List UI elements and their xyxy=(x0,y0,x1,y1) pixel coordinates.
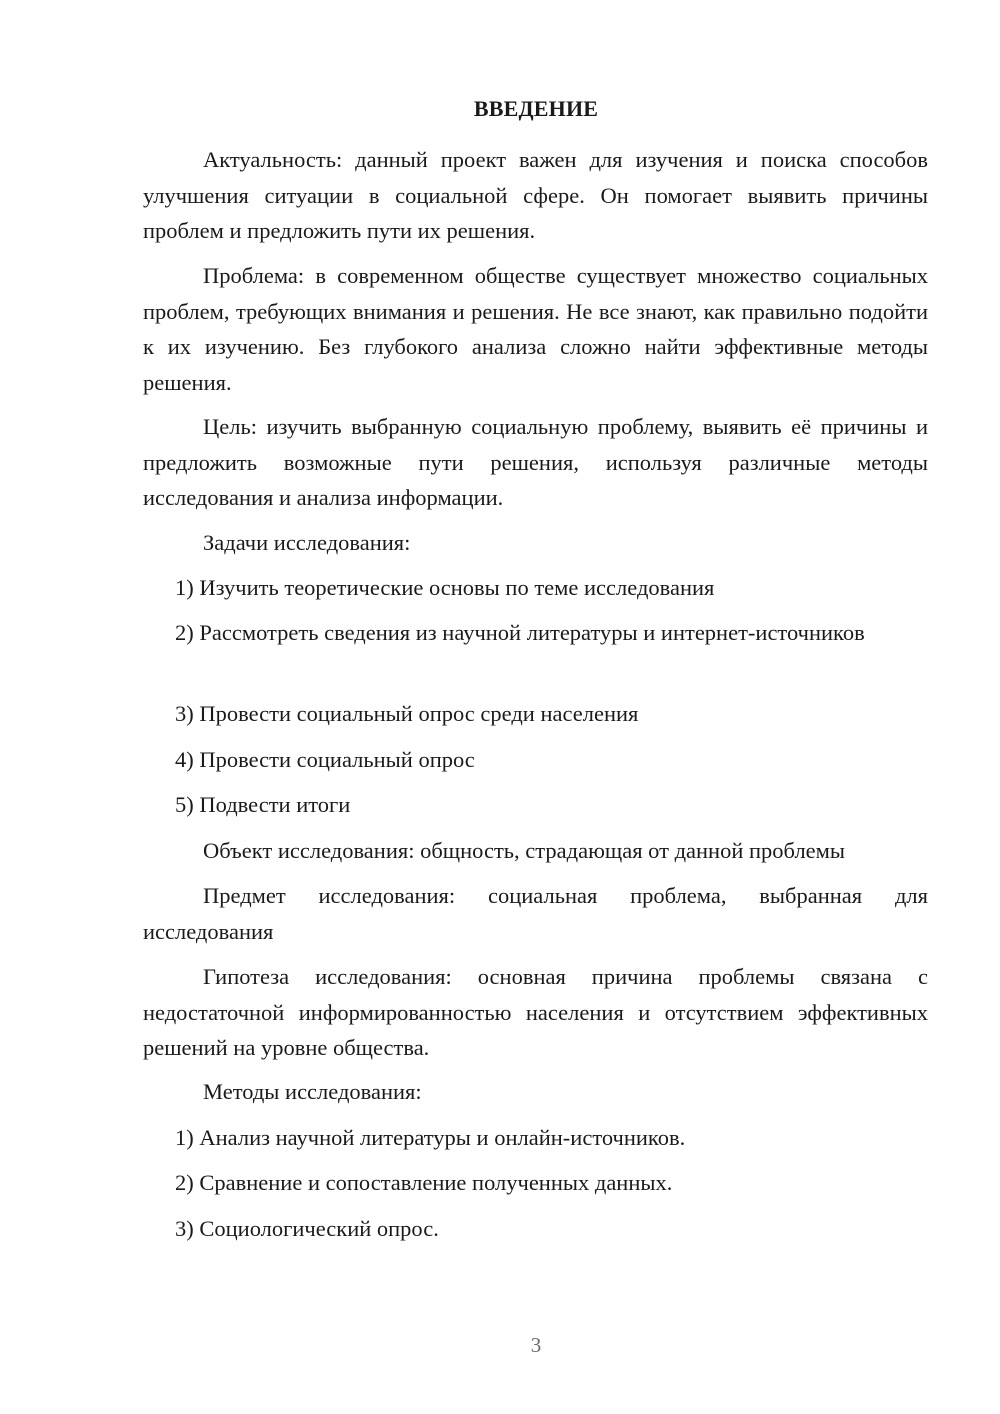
method-item-1: 1) Анализ научной литературы и онлайн-источников. xyxy=(175,1125,686,1150)
paragraph-problem: Проблема: в современном обществе существует множество социальных проблем, требующих внимания и решения. Не все знают, как правильно подойти к их изучению. Без глубокого анализа сложно найти эффективные методы решения. xyxy=(143,263,928,395)
task-item-1: 1) Изучить теоретические основы по теме исследования xyxy=(175,575,715,600)
section-heading: ВВЕДЕНИЕ xyxy=(473,96,599,121)
paragraph-tasks-title: Задачи исследования: xyxy=(203,530,411,555)
task-item-5: 5) Подвести итоги xyxy=(175,792,351,817)
page-number: 3 xyxy=(530,1333,542,1357)
paragraph-object: Объект исследования: общность, страдающая от данной проблемы xyxy=(203,838,846,863)
paragraph-subject: Предмет исследования: социальная проблема, выбранная для исследования xyxy=(143,883,928,944)
paragraph-hypothesis: Гипотеза исследования: основная причина проблемы связана с недостаточной информированностью населения и отсутствием эффективных решений на уровне общества. xyxy=(143,964,928,1060)
method-item-3: 3) Социологический опрос. xyxy=(175,1216,439,1241)
paragraph-relevance: Актуальность: данный проект важен для изучения и поиска способов улучшения ситуации в социальной сфере. Он помогает выявить причины проблем и предложить пути их решения. xyxy=(143,147,928,243)
task-item-3: 3) Провести социальный опрос среди населения xyxy=(175,701,639,726)
method-item-2: 2) Сравнение и сопоставление полученных данных. xyxy=(175,1170,673,1195)
paragraph-methods-title: Методы исследования: xyxy=(203,1079,422,1104)
task-item-2: 2) Рассмотреть сведения из научной литературы и интернет-источников xyxy=(175,620,865,645)
paragraph-goal: Цель: изучить выбранную социальную проблему, выявить её причины и предложить возможные пути решения, используя различные методы исследования и анализа информации. xyxy=(143,414,928,510)
task-item-4: 4) Провести социальный опрос xyxy=(175,747,475,772)
